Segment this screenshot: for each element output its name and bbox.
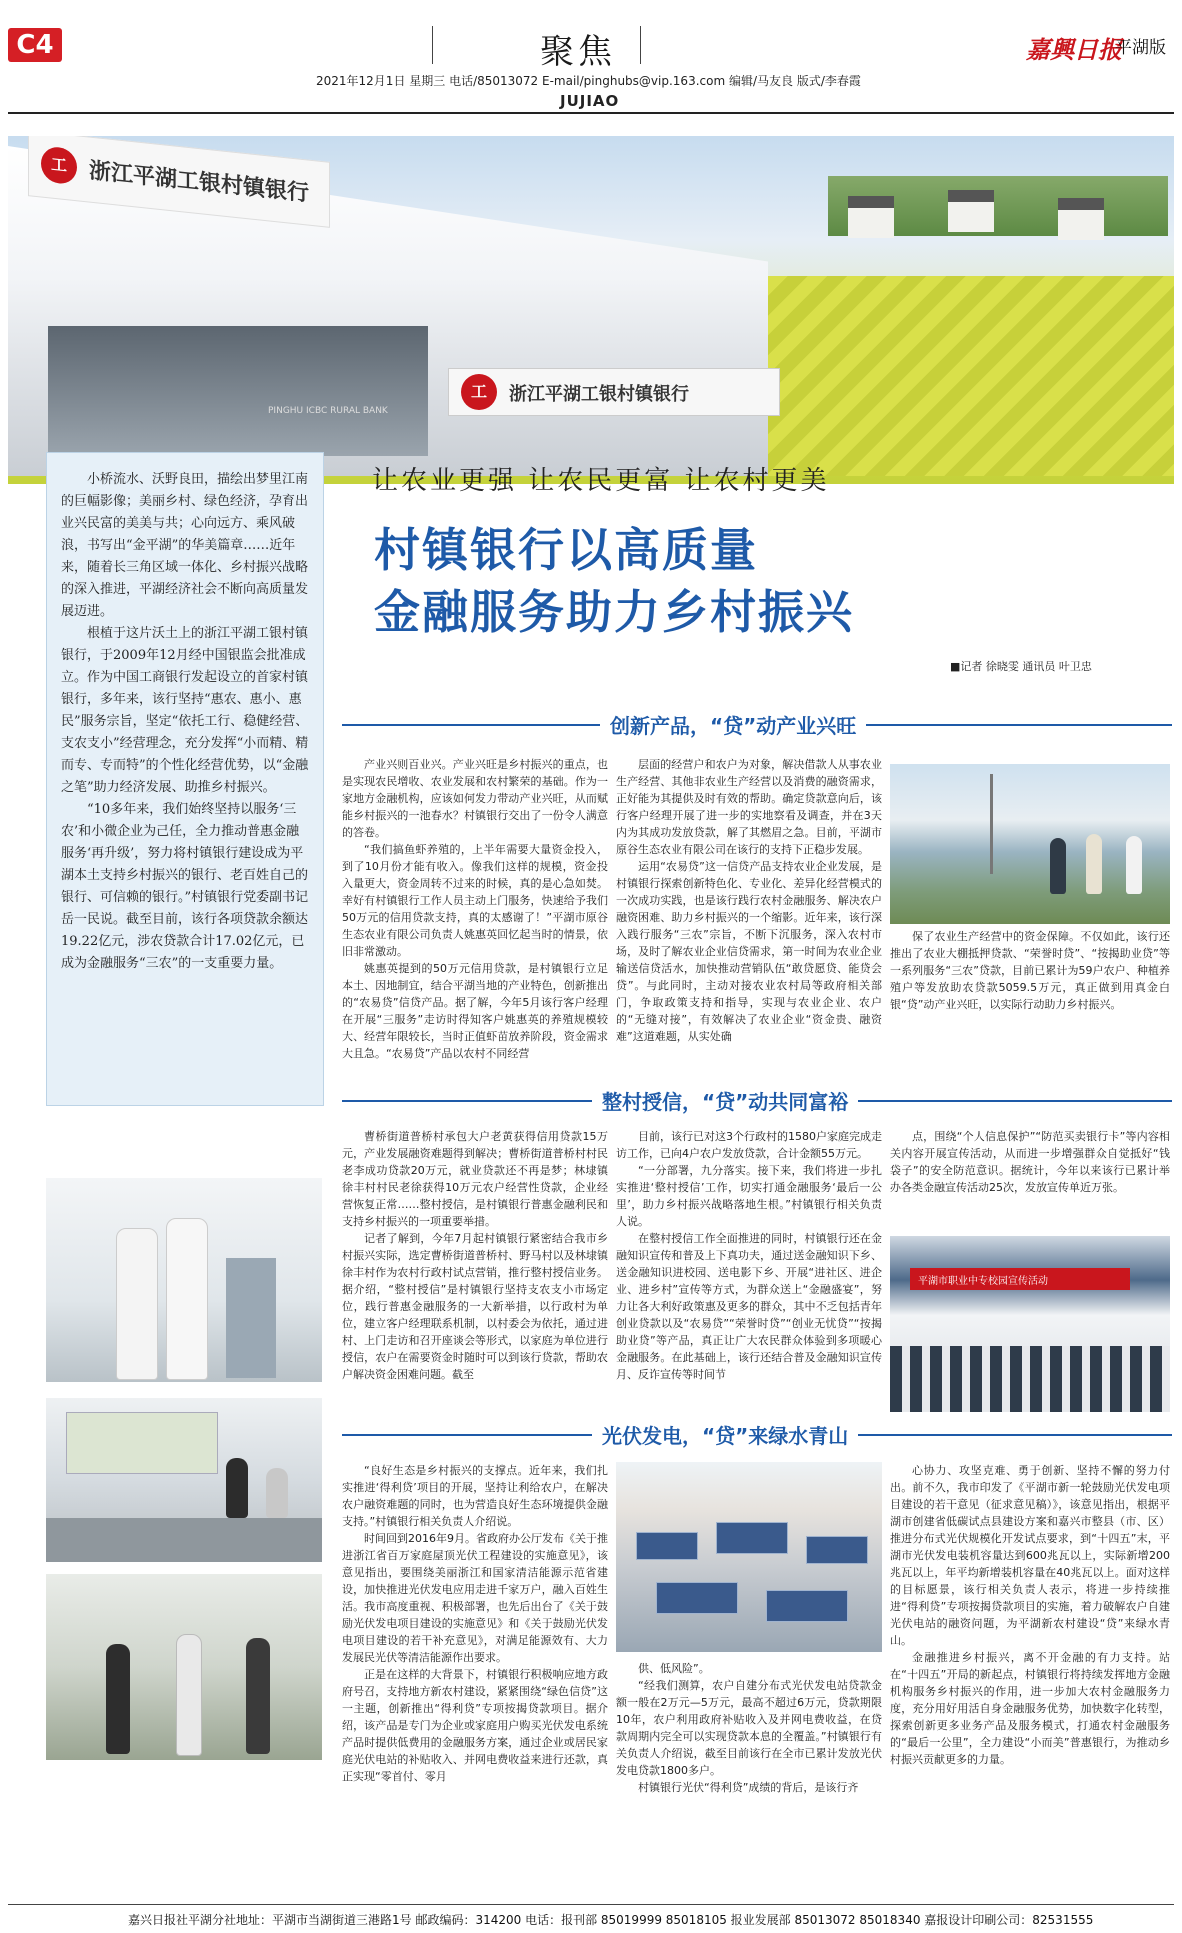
section2-column-2 xyxy=(616,1128,882,1383)
section3-column-2 xyxy=(616,1660,882,1796)
section-heading-prosperity: 整村授信，“贷”动共同富裕 xyxy=(592,1086,858,1115)
paragraph: “良好生态是乡村振兴的支撑点。近年来，我们扎实推进‘得利贷’项目的开展，坚持让利给农户，在解决农户融资难题的同时，也为营造良好生态环境提供金融支持。”村镇银行相关负责人介绍说。 xyxy=(342,1464,608,1528)
section3-column-3 xyxy=(890,1462,1170,1768)
headline-line-1: 村镇银行以高质量 xyxy=(374,523,758,577)
section2-column-3 xyxy=(890,1128,1170,1196)
photo-rooftop-solar-village xyxy=(616,1462,882,1652)
header-rule xyxy=(8,112,1174,114)
rapeseed-field xyxy=(768,276,1174,476)
photo-fish-farm-visit xyxy=(890,764,1170,924)
paragraph: “一分部署，九分落实。接下来，我们将进一步扎实推进‘整村授信’工作，切实打通金融服务‘最后一公里’，助力乡村振兴战略落地生根。”村镇银行相关负责人说。 xyxy=(616,1164,882,1228)
paragraph: 正是在这样的大背景下，村镇银行积极响应地方政府号召，支持地方新农村建设，紧紧围绕“绿色信贷”这一主题，创新推出“得利贷”专项按揭贷款项目。据介绍，该产品是专门为企业或家庭用户购买光伏发电系统产品时提供低费用的金融服务方案，通过企业或居民家庭光伏电站的补贴收入、并网电费收益来进行还款，真正实现“零首付、零月 xyxy=(342,1668,608,1783)
paragraph: 产业兴则百业兴。产业兴旺是乡村振兴的重点，也是实现农民增收、农业发展和农村繁荣的基础。作为一家地方金融机构，应该如何发力带动产业兴旺，从而赋能乡村振兴的一池春水？村镇银行交出了一份令人满意的答卷。 xyxy=(342,758,608,839)
paragraph: 点，围绕“个人信息保护”“防范买卖银行卡”等内容相关内容开展宣传活动，从而进一步增强群众自觉抵好“钱袋子”的安全防范意识。据统计，今年以来该行已累计举办各类金融宣传活动25次，发放宣传单近万张。 xyxy=(890,1130,1170,1194)
event-banner-text: 平湖市职业中专校园宣传活动 xyxy=(918,1276,1048,1287)
paragraph: 村镇银行光伏“得利贷”成绩的背后，是该行齐 xyxy=(638,1781,859,1794)
byline: ■记者 徐晓雯 通讯员 叶卫忠 xyxy=(950,660,1092,673)
paragraph: 姚惠英提到的50万元信用贷款，是村镇银行立足本土、因地制宜，结合平湖当地的产业特色，创新推出的“农易贷”信贷产品。据了解，今年5月该行客户经理在开展“三服务”走访时得知客户姚惠英的养殖规模较大、经营年限较长，当时正值虾苗放养阶段，资金需求大且急。“农易贷”产品以农村不同经营 xyxy=(342,962,608,1060)
paragraph: 在整村授信工作全面推进的同时，村镇银行还在金融知识宣传和普及上下真功夫，通过送金融知识下乡、送金融知识进校园、送电影下乡、开展“进社区、进企业、进乡村”宣传等方式，为群众送上“金融盛宴”，努力让各大利好政策惠及更多的群众，其中不乏包括青年创业贷款以及“农易贷”“荣誉时贷”“创业无忧贷”“按揭助业贷”等产品，真正让广大农民群众体验到多项暖心金融服务。在此基础上，该行还结合普及金融知识宣传月、反诈宣传等时间节 xyxy=(616,1232,882,1381)
section2-column-1 xyxy=(342,1128,608,1383)
paragraph: 目前，该行已对这3个行政村的1580户家庭完成走访工作，已向4户农户发放贷款，合计金额55万元。 xyxy=(616,1130,882,1160)
section-heading-industry: 创新产品，“贷”动产业兴旺 xyxy=(600,710,866,739)
edition-name: 平湖版 xyxy=(1115,38,1166,58)
article-slogan: 让农业更强 让农民更富 让农村更美 xyxy=(372,466,830,496)
lead-summary-box xyxy=(46,452,324,1106)
bank-sign-top-text: 浙江平湖工银村镇银行 xyxy=(89,158,310,207)
section-title: 聚焦 xyxy=(540,32,616,72)
paragraph: 层面的经营户和农户为对象，解决借款人从事农业生产经营、其他非农业生产经营以及消费的融资需求，正好能为其提供及时有效的帮助。确定贷款意向后，该行客户经理开展了进一步的实地察看及调查，并在3天内为其成功发放贷款，解了其燃眉之急。目前，平湖市原谷生态农业有限公司在该行的支持下正稳步发展。 xyxy=(616,758,882,856)
paragraph: 心协力、攻坚克难、勇于创新、坚持不懈的努力付出。前不久，我市印发了《平湖市新一轮鼓励光伏发电项目建设的若干意见（征求意见稿）》，该意见指出，根据平湖市创建省低碳试点县建设方案和嘉兴市整县（市、区）推进分布式光伏规模化开发试点要求，到“十四五”末，平湖市光伏发电装机容量达到600兆瓦以上，实际新增200兆瓦以上，年平均新增装机容量在40兆瓦以上。面对这样的目标愿景，该行相关负责人表示，将进一步持续推进“得利贷”专项按揭贷款项目的实施，着力破解农户自建光伏电站的融资问题，为平湖新农村建设“贷”来绿水青山。 xyxy=(890,1464,1170,1647)
section1-column-2 xyxy=(616,756,882,1045)
headline-line-2: 金融服务助力乡村振兴 xyxy=(374,585,854,639)
issue-meta-line: 2021年12月1日 星期三 电话/85013072 E-mail/pinghubs@vip.163.com 编辑/马友良 版式/李春霞 xyxy=(316,74,861,88)
paragraph: 时间回到2016年9月。省政府办公厅发布《关于推进浙江省百万家庭屋顶光伏工程建设的实施意见》，该意见指出，要围绕美丽浙江和国家清洁能源示范省建设，加快推进光伏发电应用走进千家万户，融入百姓生活。我市高度重视、积极部署，也先后出台了《关于鼓励光伏发电项目建设的实施意见》和《关于鼓励光伏发电项目建设的若干补充意见》，对满足能源效有、大力发展民光伏等清洁能源作出要求。 xyxy=(342,1532,608,1664)
paragraph: “经我们测算，农户自建分布式光伏发电站贷款金额一般在2万元—5万元，最高不超过6万元，贷款期限10年，农户利用政府补贴收入及并网电费收益，在贷款周期内完全可以实现贷款本息的全覆盖。”村镇银行有关负责人介绍说，截至目前该行在全市已累计发放光伏发电贷款1800多户。 xyxy=(616,1679,882,1777)
bank-sign-bottom xyxy=(448,368,780,416)
event-banner xyxy=(910,1268,1130,1290)
newspaper-brand-logo: 嘉興日报 xyxy=(1026,35,1122,64)
paragraph: “我们搞鱼虾养殖的，上半年需要大量资金投入，到了10月份才能有收入。像我们这样的规模，资金投入量更大，资金周转不过来的时候，真的是心急如焚。幸好有村镇银行工作人员主动上门服务，快速给予我们50万元的信用贷款支持，真的太感谢了！”平湖市原谷生态农业有限公司负责人姚惠英回忆起当时的情景，依旧非常激动。 xyxy=(342,843,608,958)
bank-storefront xyxy=(48,326,428,456)
icbc-logo-icon: 工 xyxy=(461,374,497,410)
bank-sign-english: PINGHU ICBC RURAL BANK xyxy=(268,406,388,416)
lead-paragraph: 根植于这片沃土上的浙江平湖工银村镇银行，于2009年12月经中国银监会批准成立。作为中国工商银行发起设立的首家村镇银行，多年来，该行坚持“惠农、惠小、惠民”服务宗旨，坚定“依托工行、稳健经营、支农支小”经营理念，充分发挥“小而精、精而专、专而特”的个性化经营优势，以“金融之笔”助力经济发展、助推乡村振兴。 xyxy=(61,626,309,795)
power-pylon xyxy=(990,774,993,874)
photo-school-publicity-event xyxy=(890,1236,1170,1412)
paragraph: 保了农业生产经营中的资金保障。不仅如此，该行还推出了农业大棚抵押贷款、“荣誉时贷”、“按揭助业贷”等一系列服务“三农”贷款，目前已累计为59户农户、种植养殖户等发放助农贷款5059.5万元，真正做到用真金白银“贷”动产业兴旺，以实际行动助力乡村振兴。 xyxy=(890,930,1170,1011)
paragraph: 记者了解到，今年7月起村镇银行紧密结合我市乡村振兴实际，选定曹桥街道普桥村、野马村以及林埭镇徐丰村作为农村行政村试点营销，推行整村授信业务。据介绍，“整村授信”是村镇银行坚持支农支小市场定位，践行普惠金融服务的一大新举措，以行政村为单位，建立客户经理联系机制，以村委会为依托，通过进村、上门走访和召开座谈会等形式，以家庭为单位进行授信，农户在需要资金时随时可以到该行贷款，帮助农户解决资金困难问题。截至 xyxy=(342,1232,608,1381)
lead-paragraph: “10多年来，我们始终坚持以服务‘三农’和小微企业为己任，全力推动普惠金融服务‘再升级’，努力将村镇银行建设成为平湖本土支持乡村振兴的银行、老百姓自己的银行、可信赖的银行。”村镇银行党委副书记岳一民说。截至目前，该行各项贷款余额达19.22亿元，涉农贷款合计17.02亿元，已成为金融服务“三农”的一支重要力量。 xyxy=(61,802,309,971)
paragraph: 金融推进乡村振兴，离不开金融的有力支持。站在“十四五”开局的新起点，村镇银行将持续发挥地方金融机构服务乡村振兴的作用，进一步加大农村金融服务力度，充分用好用活自身金融服务优势，加快数字化转型，探索创新更多业务产品及服务模式，打通农村金融服务的“最后一公里”，全力建设“小而美”普惠银行，为推动乡村振兴贡献更多的力量。 xyxy=(890,1651,1170,1766)
section3-column-1 xyxy=(342,1462,608,1785)
section-heading-green: 光伏发电，“贷”来绿水青山 xyxy=(592,1420,858,1449)
header-divider-left xyxy=(432,26,433,64)
paragraph: 供、低风险”。 xyxy=(638,1662,710,1675)
photo-bank-service-hall xyxy=(46,1178,322,1382)
section1-column-3 xyxy=(890,928,1170,1013)
icbc-logo-icon: 工 xyxy=(41,145,77,185)
paragraph: 曹桥街道普桥村承包大户老黄获得信用贷款15万元，产业发展融资难题得到解决；曹桥街道普桥村村民老李成功贷款20万元，就业贷款还不再是梦；林埭镇徐丰村村民老徐获得10万元农户经营性贷款，企业经营恢复正常……整村授信，是村镇银行普惠金融利民和支持乡村振兴的一项重要举措。 xyxy=(342,1130,608,1228)
footer-address-line: 嘉兴日报社平湖分社地址：平湖市当湖街道三港路1号 邮政编码：314200 电话：报刊部 85019999 85018105 报业发展部 85013072 85018340 嘉报设计印刷公司：82531555 xyxy=(128,1913,1094,1927)
photo-factory-visit xyxy=(46,1574,322,1760)
lead-paragraph: 小桥流水、沃野良田，描绘出梦里江南的巨幅影像；美丽乡村、绿色经济，孕育出业兴民富的美美与共；心向远方、乘风破浪，书写出“金平湖”的华美篇章……近年来，随着长三角区域一体化、乡村振兴战略的深入推进，平湖经济社会不断向高质量发展迈进。 xyxy=(61,472,309,619)
paragraph: 运用“农易贷”这一信贷产品支持农业企业发展，是村镇银行探索创新特色化、专业化、差异化经营模式的一次成功实践，也是该行践行农村金融服务、解决农户融资困难、助力乡村振兴的一个缩影。近年来，该行深入践行服务“三农”宗旨，不断下沉服务，深入农村市场，及时了解农业企业信贷需求，第一时间为农业企业输送信贷活水，加快推动营销队伍“敢贷愿贷、能贷会贷”。与此同时，主动对接农业农村局等政府相关部门，争取政策支持和指导，实现与农业企业、农户的“无缝对接”，有效解决了农业企业“资金贵、融资难”这道难题，从实处确 xyxy=(616,860,882,1043)
footer-rule xyxy=(8,1904,1174,1905)
hero-photo-bank-and-fields xyxy=(8,136,1174,484)
bank-sign-bottom-text: 浙江平湖工银村镇银行 xyxy=(509,384,689,405)
section-pinyin: JUJIAO xyxy=(560,92,620,110)
header-divider-right xyxy=(640,26,641,64)
photo-office-consultation xyxy=(46,1398,322,1562)
village-houses xyxy=(828,176,1168,236)
section1-column-1 xyxy=(342,756,608,1062)
page-number-badge: C4 xyxy=(8,28,62,62)
